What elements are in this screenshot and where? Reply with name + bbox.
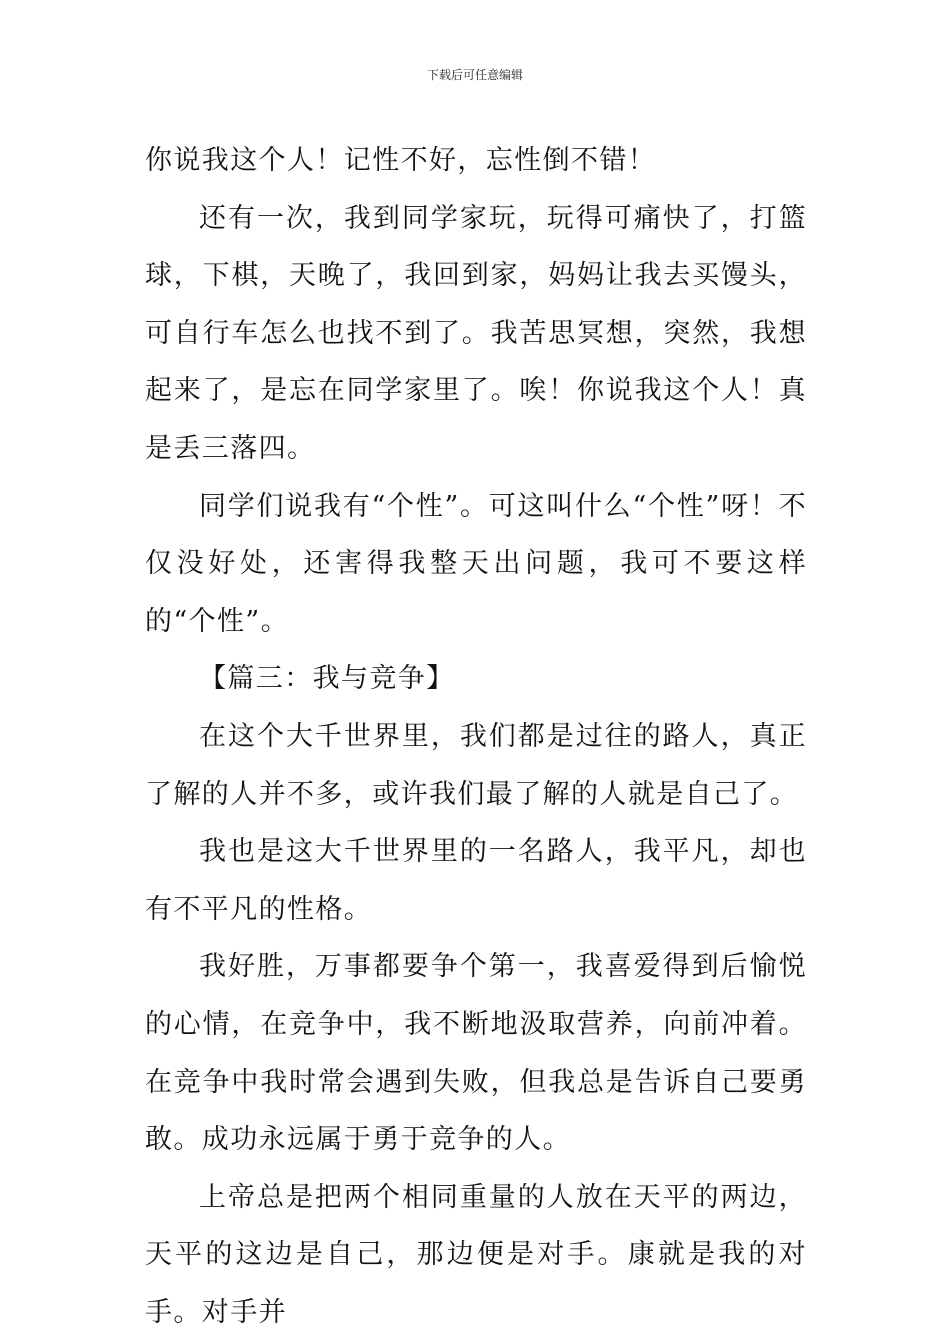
paragraph-7: 上帝总是把两个相同重量的人放在天平的两边，天平的这边是自己，那边便是对手。康就是我的对手。对手并 xyxy=(145,1181,807,1328)
paragraph-3: 同学们说我有“个性”。可这叫什么“个性”呀！不仅没好处，还害得我整天出问题，我可不要这样的“个性”。 xyxy=(145,490,807,637)
paragraph-2: 还有一次，我到同学家玩，玩得可痛快了，打篮球，下棋，天晚了，我回到家，妈妈让我去买馒头，可自行车怎么也找不到了。我苦思冥想，突然，我想起来了，是忘在同学家里了。唉！你说我这个人！真是丢三落四。 xyxy=(145,202,807,464)
paragraph-5: 我也是这大千世界里的一名路人，我平凡，却也有不平凡的性格。 xyxy=(145,836,807,925)
page-header: 下载后可任意编辑 xyxy=(426,68,523,82)
document-body xyxy=(145,132,807,1341)
section-heading: 【篇三：我与竞争】 xyxy=(199,663,455,695)
paragraph-4: 在这个大千世界里，我们都是过往的路人，真正了解的人并不多，或许我们最了解的人就是自己了。 xyxy=(145,720,807,810)
paragraph-6: 我好胜，万事都要争个第一，我喜爱得到后愉悦的心情，在竞争中，我不断地汲取营养，向前冲着。在竞争中我时常会遇到失败，但我总是告诉自己要勇敢。成功永远属于勇于竞争的人。 xyxy=(145,951,807,1156)
paragraph-1: 你说我这个人！记性不好，忘性倒不错！ xyxy=(145,145,657,176)
